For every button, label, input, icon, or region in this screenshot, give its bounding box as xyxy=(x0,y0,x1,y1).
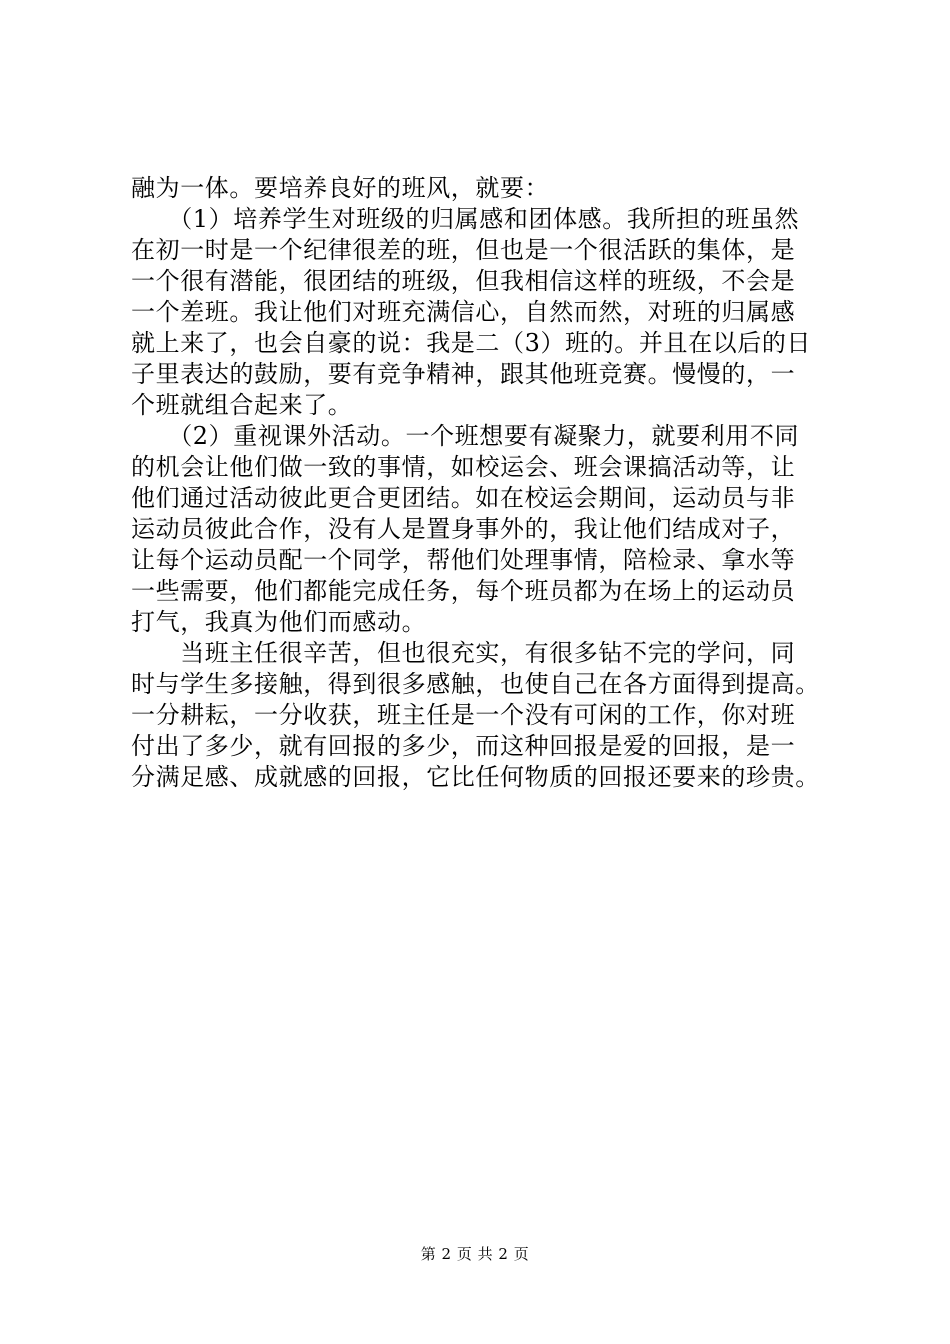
body-text-line: 就上来了，也会自豪的说：我是二（3）班的。并且在以后的日 xyxy=(131,329,812,357)
body-text-line: 付出了多少，就有回报的多少，而这种回报是爱的回报，是一 xyxy=(131,732,796,760)
body-text-line: 当班主任很辛苦，但也很充实，有很多钻不完的学问，同 xyxy=(131,639,796,667)
body-text-line: 一个差班。我让他们对班充满信心，自然而然，对班的归属感 xyxy=(131,298,796,326)
body-text-line: 打气，我真为他们而感动。 xyxy=(131,608,427,636)
body-text-line: 分满足感、成就感的回报，它比任何物质的回报还要来的珍贵。 xyxy=(131,763,820,791)
body-text-line: 一分耕耘，一分收获，班主任是一个没有可闲的工作，你对班 xyxy=(131,701,796,729)
body-text-line: 一些需要，他们都能完成任务，每个班员都为在场上的运动员 xyxy=(131,577,796,605)
body-text-line: （1）培养学生对班级的归属感和团体感。我所担的班虽然 xyxy=(131,205,800,233)
body-text-line: 的机会让他们做一致的事情，如校运会、班会课搞活动等，让 xyxy=(131,453,796,481)
body-text-line: 他们通过活动彼此更合更团结。如在校运会期间，运动员与非 xyxy=(131,484,796,512)
body-text-line: （2）重视课外活动。一个班想要有凝聚力，就要利用不同 xyxy=(131,422,800,450)
page-number-footer: 第 2 页 共 2 页 xyxy=(420,1245,530,1263)
body-text-line: 时与学生多接触，得到很多感触，也使自己在各方面得到提高。 xyxy=(131,670,820,698)
body-text-line: 运动员彼此合作，没有人是置身事外的，我让他们结成对子， xyxy=(131,515,796,543)
body-text-line: 子里表达的鼓励，要有竞争精神，跟其他班竞赛。慢慢的，一 xyxy=(131,360,796,388)
body-text-line: 让每个运动员配一个同学，帮他们处理事情，陪检录、拿水等 xyxy=(131,546,796,574)
body-text-line: 融为一体。要培养良好的班风，就要： xyxy=(131,174,550,202)
body-text-line: 一个很有潜能，很团结的班级，但我相信这样的班级，不会是 xyxy=(131,267,796,295)
body-text-line: 在初一时是一个纪律很差的班，但也是一个很活跃的集体，是 xyxy=(131,236,796,264)
body-text-line: 个班就组合起来了。 xyxy=(131,391,353,419)
